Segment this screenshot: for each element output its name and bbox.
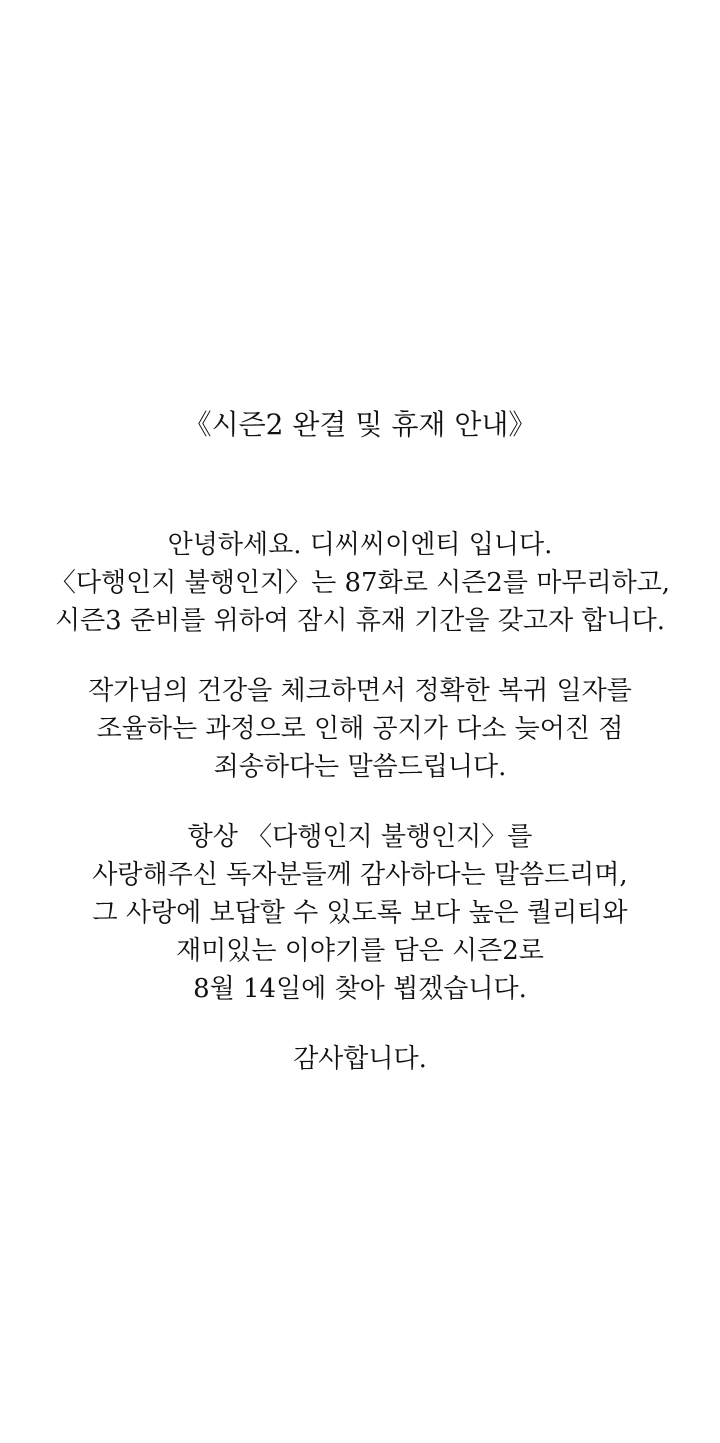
- text-line: 〈다행인지 불행인지〉는 87화로 시즌2를 마무리하고,: [49, 568, 671, 598]
- text-line: 죄송하다는 말씀드립니다.: [213, 752, 507, 782]
- text-line: 8월 14일에 찾아 뵙겠습니다.: [193, 974, 527, 1004]
- text-line: 재미있는 이야기를 담은 시즌2로: [176, 936, 544, 966]
- apology-paragraph: [0, 672, 720, 786]
- text-line: 조율하는 과정으로 인해 공지가 다소 늦어진 점: [96, 714, 624, 744]
- text-line: 안녕하세요. 디씨씨이엔티 입니다.: [167, 530, 553, 560]
- text-line: 사랑해주신 독자분들께 감사하다는 말씀드리며,: [92, 860, 628, 890]
- text-line: 그 사랑에 보답할 수 있도록 보다 높은 퀄리티와: [92, 898, 628, 928]
- text-line: 감사합니다.: [293, 1044, 427, 1074]
- closing-paragraph: [0, 1040, 720, 1078]
- text-line: 항상 〈다행인지 불행인지〉를: [187, 822, 533, 852]
- text-line: 시즌3 준비를 위하여 잠시 휴재 기간을 갖고자 합니다.: [54, 606, 666, 636]
- return-date-paragraph: [0, 818, 720, 1008]
- text-line: 작가님의 건강을 체크하면서 정확한 복귀 일자를: [88, 676, 632, 706]
- greeting-paragraph: [0, 526, 720, 640]
- notice-title: 《시즌2 완결 및 휴재 안내》: [183, 408, 537, 441]
